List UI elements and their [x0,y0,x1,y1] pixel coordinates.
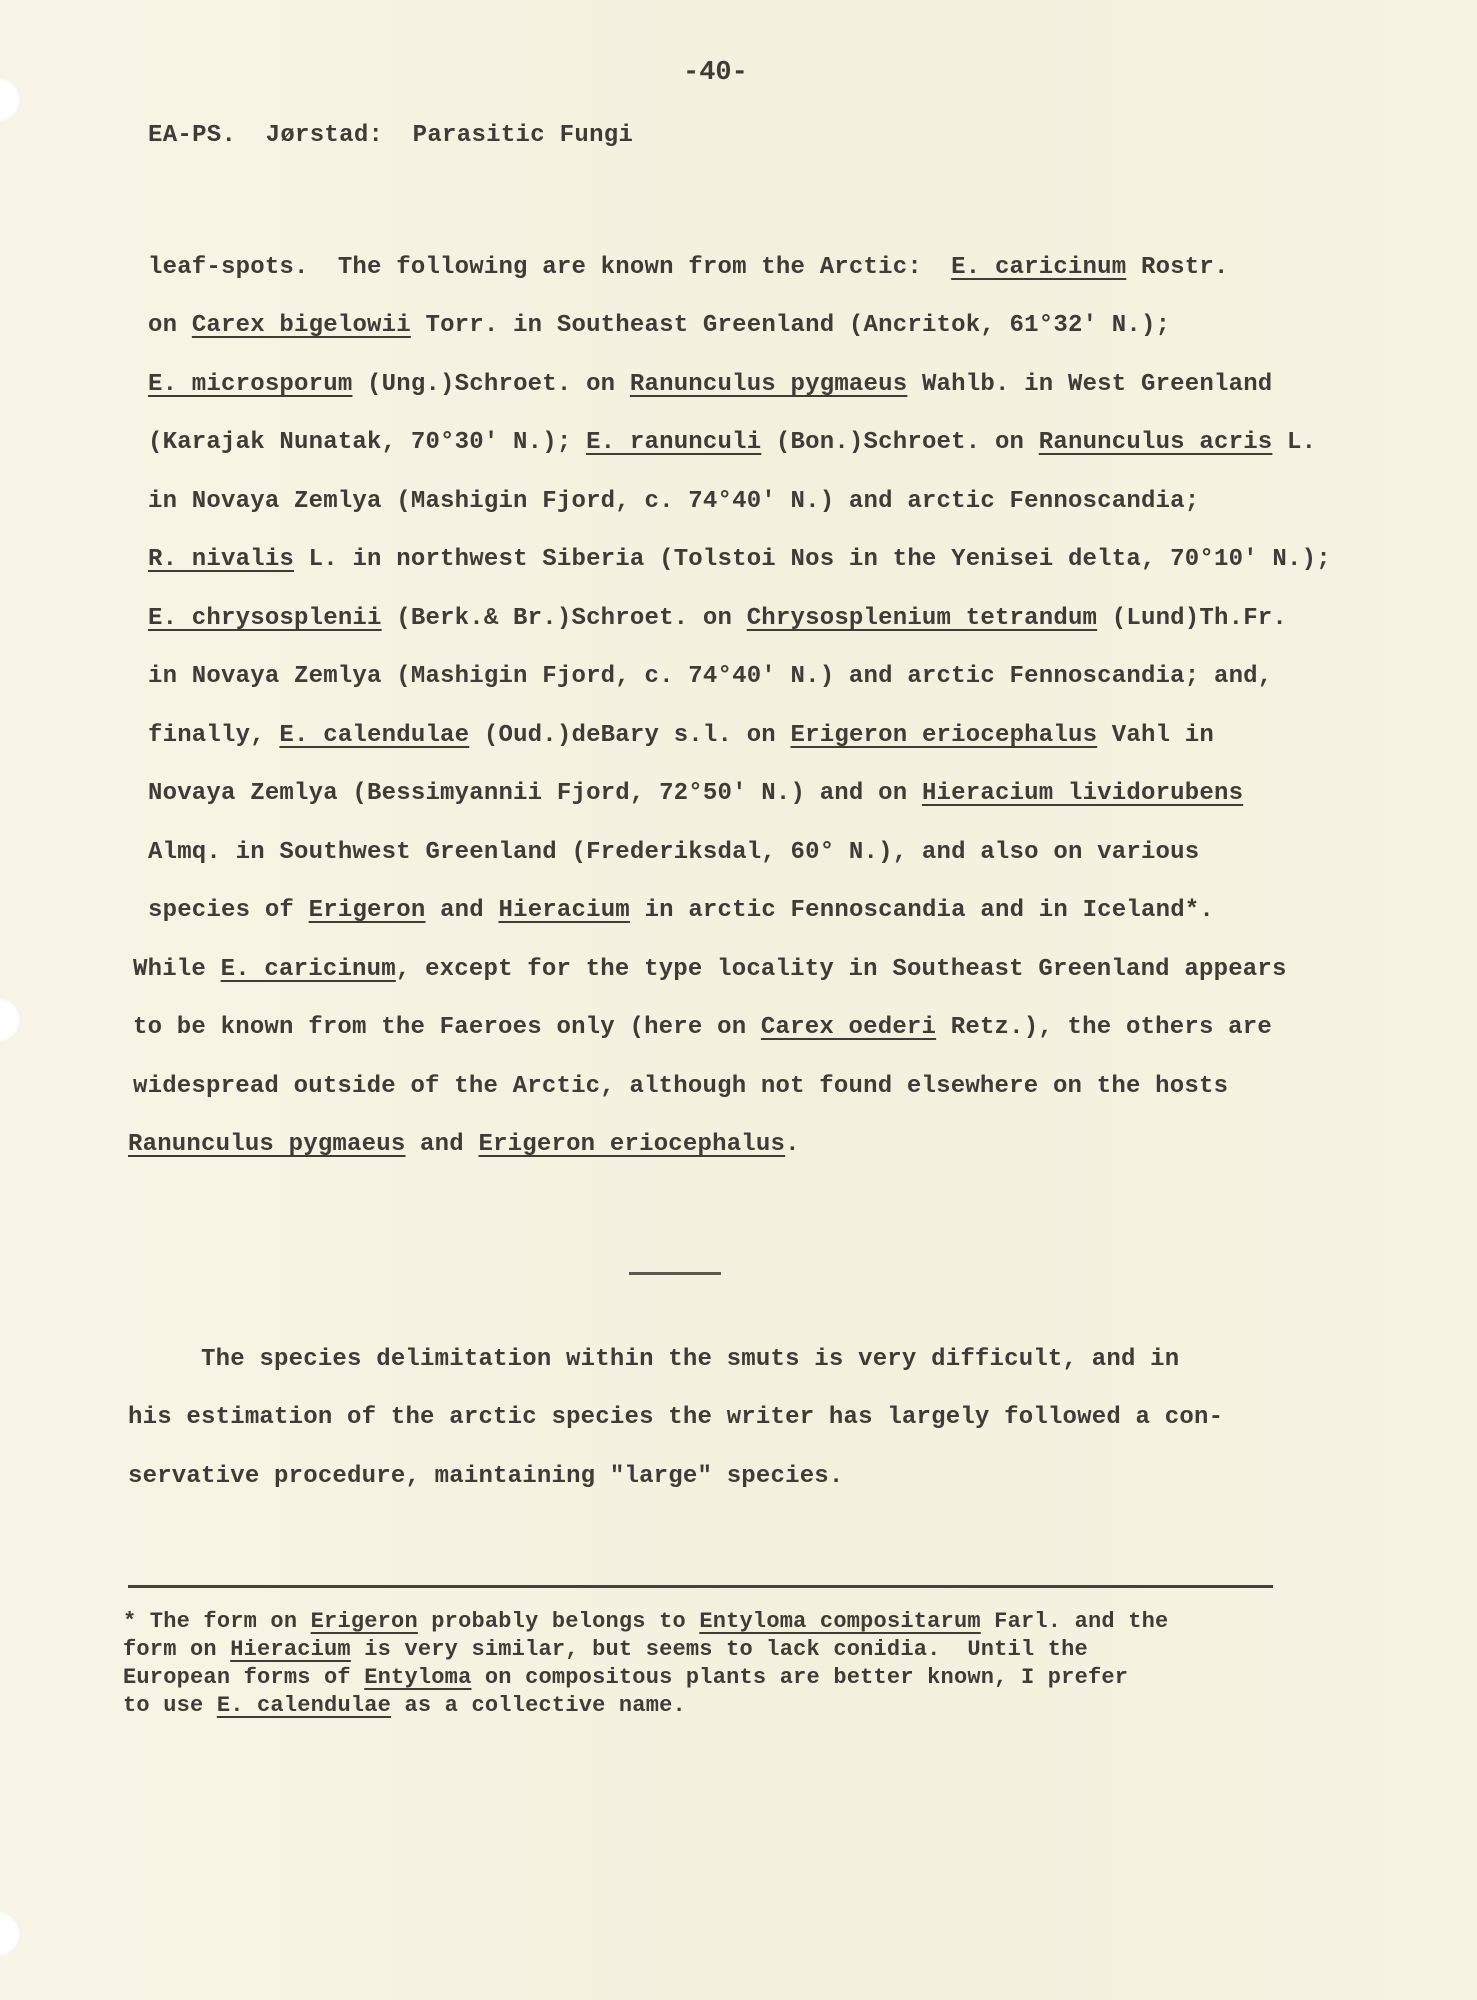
footnote-line [123,1666,1128,1690]
text-run: Retz.), the others are [936,1014,1272,1041]
underlined-taxon: Carex oederi [760,1014,937,1041]
text-line [128,1462,844,1492]
text-run: The species delimitation within the smuts is very difficult, and in [201,1346,1180,1373]
punch-hole [0,1912,22,1956]
text-line [133,955,1287,985]
underlined-taxon: Entyloma [364,1665,472,1690]
underlined-taxon: Chrysosplenium tetrandum [746,605,1098,632]
underlined-taxon: Ranunculus pygmaeus [128,1131,406,1158]
text-run: Almq. in Southwest Greenland (Frederiksdal, 60° N.), and also on various [148,839,1200,866]
text-line [148,253,1229,283]
text-run: to use [123,1693,217,1718]
text-line [133,1072,1228,1102]
text-run: to be known from the Faeroes only (here on [133,1014,761,1041]
text-run: species of [148,897,309,924]
text-run: Farl. and the [980,1609,1169,1634]
footnote-line [123,1610,1168,1634]
text-line [148,896,1214,926]
underlined-taxon: Carex bigelowii [191,312,411,339]
text-run: (Karajak Nunatak, 70°30' N.); [148,429,587,456]
underlined-taxon: Ranunculus pygmaeus [629,371,908,398]
text-line [128,1130,800,1160]
underlined-taxon: E. caricinum [220,956,396,983]
text-run: (Ung.)Schroet. on [352,371,630,398]
underlined-taxon: R. nivalis [148,546,295,573]
underlined-taxon: Hieracium [498,897,630,924]
text-line [133,1013,1272,1043]
text-run: (Berk.& Br.)Schroet. on [381,605,747,632]
text-run: finally, [148,722,280,749]
text-run: (Lund)Th.Fr. [1097,605,1288,632]
text-run: his estimation of the arctic species the writer has largely followed a con- [128,1404,1224,1431]
section-separator [629,1272,721,1275]
text-run: widespread outside of the Arctic, although not found elsewhere on the hosts [133,1073,1229,1100]
text-run: L. in northwest Siberia (Tolstoi Nos in the Yenisei delta, 70°10' N.); [294,546,1331,573]
text-run: as a collective name. [391,1693,686,1718]
text-run: L. [1272,429,1317,456]
text-run: . [785,1131,800,1158]
underlined-taxon: Ranunculus acris [1038,429,1273,456]
text-line [148,721,1214,751]
text-run: (Bon.)Schroet. on [761,429,1039,456]
punch-hole [0,78,22,122]
text-run: Rostr. [1126,254,1229,281]
text-run: Novaya Zemlya (Bessimyannii Fjord, 72°50' N.) and on [148,780,922,807]
running-header: EA-PS. Jørstad: Parasitic Fungi [148,122,634,149]
text-run: on [148,312,192,339]
footnote-rule [128,1585,1273,1588]
text-run: (Oud.)deBary s.l. on [469,722,791,749]
text-run: in Novaya Zemlya (Mashigin Fjord, c. 74°40' N.) and arctic Fennoscandia; [148,488,1200,515]
text-line [148,545,1331,575]
text-run: , except for the type locality in Southeast Greenland appears [395,956,1287,983]
footnote-line [123,1694,686,1718]
text-line [148,662,1272,692]
underlined-taxon: E. microsporum [148,371,353,398]
text-run: probably belongs to [417,1609,700,1634]
text-run: is very similar, but seems to lack conidia. Until the [350,1637,1088,1662]
text-run: in arctic Fennoscandia and in Iceland*. [629,897,1214,924]
text-run: leaf-spots. The following are known from the Arctic: [148,254,952,281]
text-line [201,1345,1179,1375]
text-run: Torr. in Southeast Greenland (Ancritok, 61°32' N.); [410,312,1171,339]
text-run: * The form on [123,1609,311,1634]
underlined-taxon: Erigeron eriocephalus [790,722,1098,749]
underlined-taxon: Erigeron [308,897,426,924]
underlined-taxon: Hieracium lividorubens [921,780,1244,807]
text-run: in Novaya Zemlya (Mashigin Fjord, c. 74°40' N.) and arctic Fennoscandia; and, [148,663,1273,690]
underlined-taxon: E. calendulae [279,722,470,749]
text-line [148,487,1199,517]
text-line [128,1403,1223,1433]
text-run: Vahl in [1097,722,1215,749]
underlined-taxon: Entyloma compositarum [699,1609,981,1634]
text-run: and [425,897,499,924]
underlined-taxon: Hieracium [230,1637,351,1662]
text-line [148,838,1199,868]
footnote-line [123,1638,1088,1662]
text-run: on compositous plants are better known, I prefer [471,1665,1129,1690]
text-run: While [133,956,221,983]
underlined-taxon: Erigeron eriocephalus [478,1131,786,1158]
text-line [148,370,1272,400]
text-line [148,428,1316,458]
page-number: -40- [683,58,748,88]
punch-hole [0,998,22,1042]
text-run: Wahlb. in West Greenland [907,371,1273,398]
text-line [148,311,1170,341]
underlined-taxon: Erigeron [310,1609,418,1634]
underlined-taxon: E. chrysosplenii [148,605,382,632]
text-line [148,779,1243,809]
underlined-taxon: E. caricinum [951,254,1127,281]
text-line [148,604,1287,634]
underlined-taxon: E. ranunculi [586,429,762,456]
text-run: form on [123,1637,231,1662]
underlined-taxon: E. calendulae [216,1693,392,1718]
text-run: European forms of [123,1665,365,1690]
text-run: servative procedure, maintaining "large" species. [128,1463,844,1490]
text-run: and [405,1131,479,1158]
